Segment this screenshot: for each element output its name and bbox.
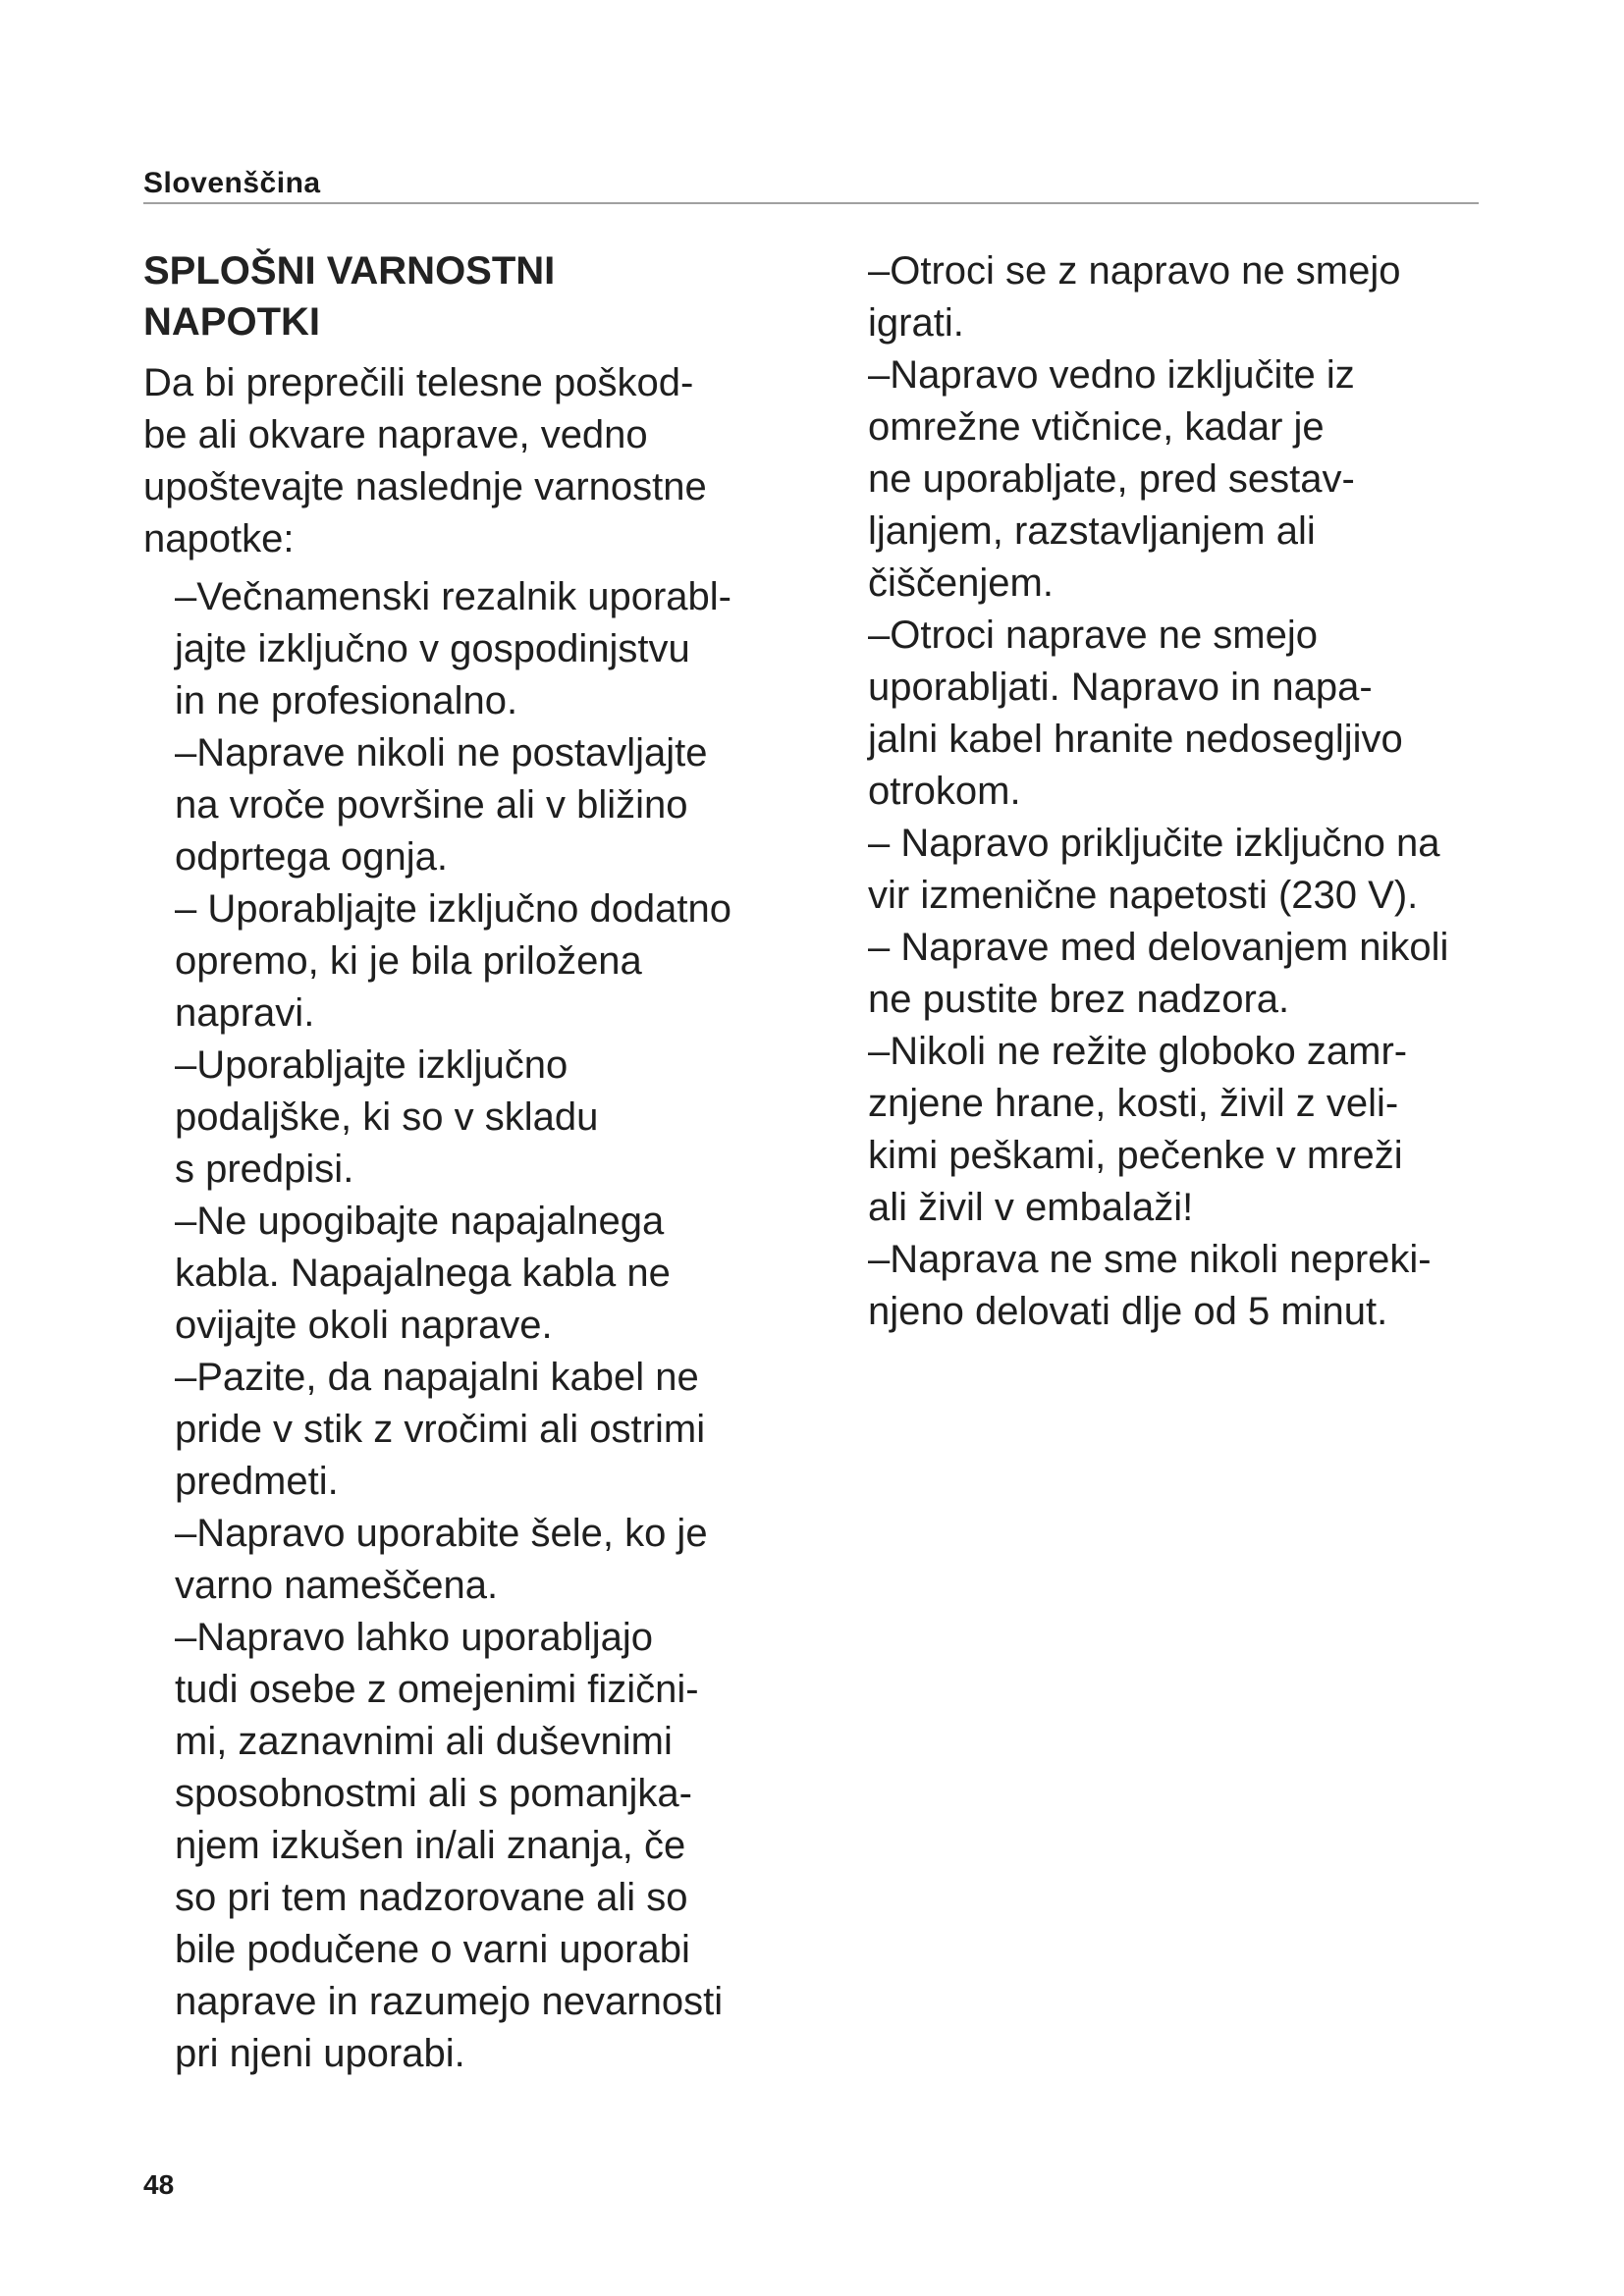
item-line: opremo, ki je bila priložena (175, 939, 642, 983)
item-line: omrežne vtičnice, kadar je (868, 405, 1325, 449)
safety-item (175, 1196, 821, 1352)
item-line: –Uporabljajte izključno (175, 1043, 568, 1087)
item-line: –Napravo uporabite šele, ko je (175, 1512, 708, 1555)
item-line: uporabljati. Napravo in napa- (868, 666, 1373, 709)
item-line: kimi peškami, pečenke v mreži (868, 1134, 1403, 1177)
item-line: ljanjem, razstavljanjem ali (868, 509, 1316, 553)
item-line: –Pazite, da napajalni kabel ne (175, 1356, 699, 1399)
intro-line: upoštevajte naslednje varnostne (143, 465, 707, 508)
item-line: –Nikoli ne režite globoko zamr- (868, 1030, 1408, 1073)
item-line: varno nameščena. (175, 1564, 499, 1607)
page-number: 48 (143, 2169, 175, 2200)
safety-item (175, 1040, 821, 1196)
safety-item (868, 818, 1545, 922)
safety-item (175, 1508, 821, 1612)
item-line: –Otroci se z napravo ne smejo (868, 249, 1401, 293)
language-label: Slovenščina (143, 167, 321, 199)
safety-item (868, 1234, 1545, 1338)
item-line: jajte izključno v gospodinjstvu (175, 627, 690, 670)
item-line: otrokom. (868, 770, 1021, 813)
item-line: – Uporabljajte izključno dodatno (175, 887, 732, 931)
item-line: znjene hrane, kosti, živil z veli- (868, 1082, 1399, 1125)
item-line: odprtega ognja. (175, 835, 449, 879)
right-column (868, 245, 1545, 1338)
safety-item (175, 571, 821, 727)
item-line: mi, zaznavnimi ali duševnimi (175, 1720, 673, 1763)
item-line: vir izmenične napetosti (230 V). (868, 874, 1419, 917)
intro-line: napotke: (143, 517, 295, 561)
item-line: kabla. Napajalnega kabla ne (175, 1252, 671, 1295)
item-line: na vroče površine ali v bližino (175, 783, 688, 827)
item-line: – Napravo priključite izključno na (868, 822, 1440, 865)
intro-paragraph (143, 357, 821, 565)
safety-item (175, 1612, 821, 2080)
item-line: –Otroci naprave ne smejo (868, 614, 1319, 657)
safety-item (868, 610, 1545, 818)
item-line: bile podučene o varni uporabi (175, 1928, 690, 1971)
item-line: so pri tem nadzorovane ali so (175, 1876, 688, 1919)
item-line: ne uporabljate, pred sestav- (868, 457, 1355, 501)
item-line: s predpisi. (175, 1148, 354, 1191)
item-line: –Napravo lahko uporabljajo (175, 1616, 653, 1659)
intro-line: be ali okvare naprave, vedno (143, 413, 648, 456)
heading-line: NAPOTKI (143, 300, 320, 344)
section-heading (143, 245, 821, 347)
item-line: napravi. (175, 991, 315, 1035)
safety-item (868, 1026, 1545, 1234)
safety-item (868, 922, 1545, 1026)
left-column (143, 245, 821, 2080)
safety-item (175, 1352, 821, 1508)
item-line: –Napravo vedno izključite iz (868, 353, 1355, 397)
item-line: –Naprave nikoli ne postavljajte (175, 731, 708, 774)
item-line: njem izkušen in/ali znanja, če (175, 1824, 686, 1867)
safety-list-left (143, 571, 821, 2080)
item-line: pri njeni uporabi. (175, 2032, 465, 2075)
item-line: ovijajte okoli naprave. (175, 1304, 553, 1347)
item-line: predmeti. (175, 1460, 339, 1503)
item-line: ne pustite brez nadzora. (868, 978, 1290, 1021)
item-line: podaljške, ki so v skladu (175, 1095, 599, 1139)
safety-item (868, 245, 1545, 349)
item-line: –Ne upogibajte napajalnega (175, 1200, 665, 1243)
item-line: čiščenjem. (868, 561, 1054, 605)
safety-item (868, 349, 1545, 610)
item-line: – Naprave med delovanjem nikoli (868, 926, 1449, 969)
item-line: –Večnamenski rezalnik uporabl- (175, 575, 731, 618)
safety-item (175, 883, 821, 1040)
item-line: jalni kabel hranite nedosegljivo (868, 718, 1403, 761)
item-line: igrati. (868, 301, 964, 345)
item-line: njeno delovati dlje od 5 minut. (868, 1290, 1388, 1333)
item-line: in ne profesionalno. (175, 679, 518, 722)
item-line: pride v stik z vročimi ali ostrimi (175, 1408, 706, 1451)
intro-line: Da bi preprečili telesne poškod- (143, 361, 694, 404)
item-line: tudi osebe z omejenimi fizični- (175, 1668, 699, 1711)
item-line: naprave in razumejo nevarnosti (175, 1980, 724, 2023)
item-line: ali živil v embalaži! (868, 1186, 1194, 1229)
item-line: sposobnostmi ali s pomanjka- (175, 1772, 692, 1815)
safety-item (175, 727, 821, 883)
item-line: –Naprava ne sme nikoli nepreki- (868, 1238, 1432, 1281)
heading-line: SPLOŠNI VARNOSTNI (143, 249, 556, 293)
header-divider (143, 202, 1479, 204)
